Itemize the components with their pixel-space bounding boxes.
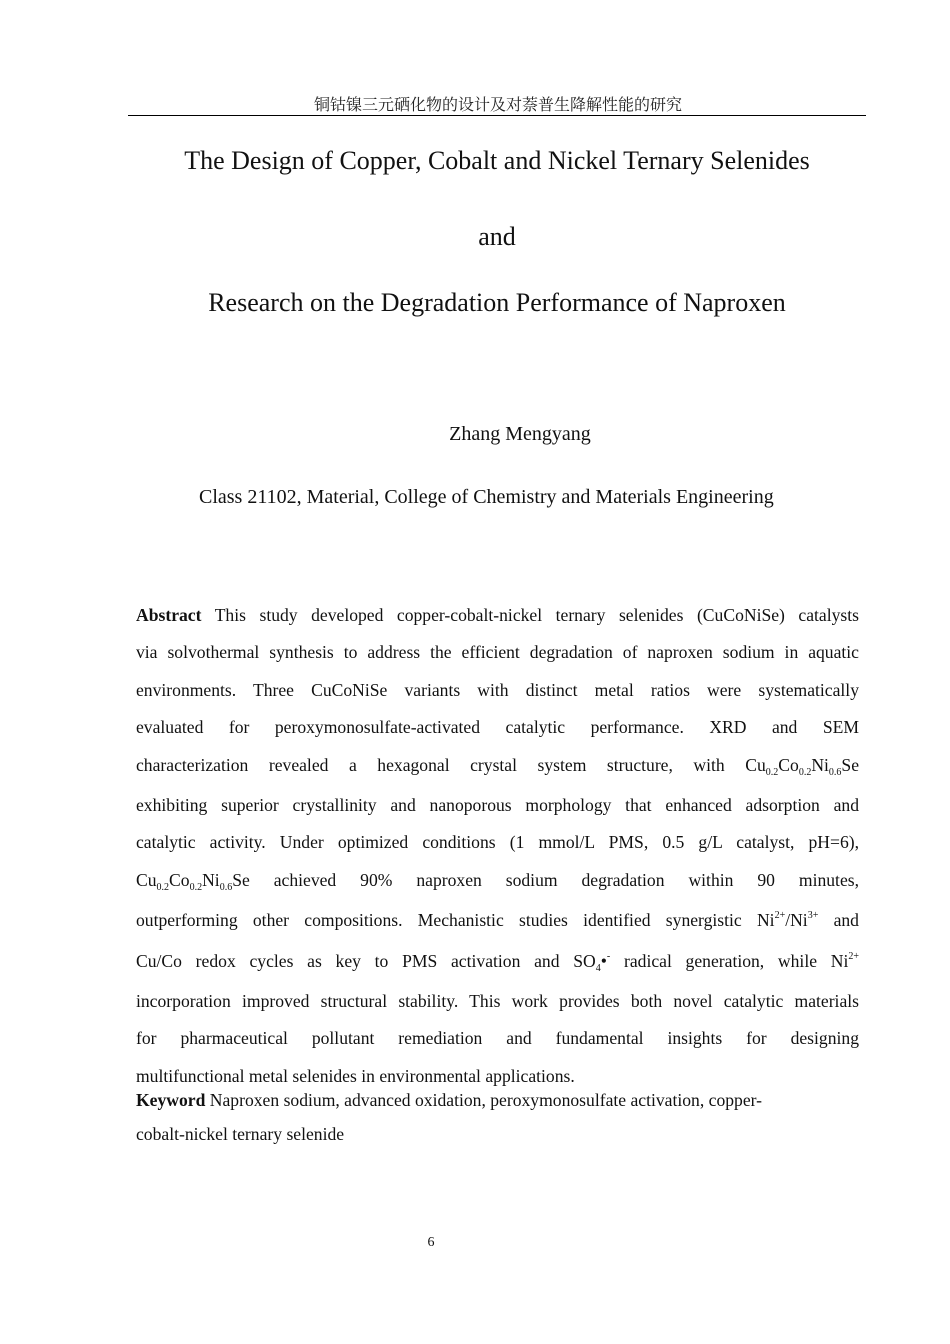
title-line-1: The Design of Copper, Cobalt and Nickel Ternary Selenides <box>184 146 810 175</box>
chem-ni-redox-pair: $Ni^{2+}/Ni^{3+}$ <box>756 910 819 931</box>
abstract-line-11: incorporation improved structural stability. This work provides both novel catalytic materials <box>136 991 859 1012</box>
title-line-3: Research on the Degradation Performance of Naproxen <box>208 288 786 317</box>
chem-sulfate-radical: $SO_4•^-$ <box>573 950 611 974</box>
abstract-text: and <box>818 910 859 931</box>
abstract-line-8 <box>136 862 859 902</box>
keyword-line-1 <box>136 1083 836 1117</box>
abstract-line-4: evaluated for peroxymonosulfate-activated catalytic performance. XRD and SEM <box>136 717 859 738</box>
abstract-text: radical generation, while <box>610 950 831 971</box>
abstract-text: outperforming other compositions. Mechanistic studies identified synergistic <box>136 910 757 931</box>
abstract-line-13: multifunctional metal selenides in environmental applications. <box>136 1065 575 1086</box>
author-name: Zhang Mengyang <box>449 423 591 445</box>
keyword-label: Keyword <box>136 1090 206 1110</box>
chem-formula-cucononise: $Cu_{0.2}Co_{0.2}Ni_{0.6}Se$ <box>136 869 250 893</box>
abstract-line-7: catalytic activity. Under optimized conditions (1 mmol/L PMS, 0.5 g/L catalyst, pH=6), <box>136 832 859 853</box>
keywords <box>136 1083 836 1151</box>
keyword-text: Naproxen sodium, advanced oxidation, peroxymonosulfate activation, copper- <box>209 1090 763 1110</box>
abstract-label: Abstract <box>136 605 202 625</box>
page-number: 6 <box>427 1235 435 1250</box>
abstract-line-5 <box>136 747 859 787</box>
title-line-2: and <box>478 222 516 251</box>
chem-formula-cucononise: $Cu_{0.2}Co_{0.2}Ni_{0.6}Se$ <box>745 754 859 778</box>
abstract-line-2: via solvothermal synthesis to address the efficient degradation of naproxen sodium in aquatic <box>136 642 859 663</box>
abstract-text: characterization revealed a hexagonal crystal system structure, with <box>136 754 746 775</box>
abstract-line-3: environments. Three CuCoNiSe variants with distinct metal ratios were systematically <box>136 679 859 700</box>
header-rule <box>128 115 866 116</box>
running-header: 铜钴镍三元硒化物的设计及对萘普生降解性能的研究 <box>313 95 682 114</box>
abstract-line-6: exhibiting superior crystallinity and nanoporous morphology that enhanced adsorption and <box>136 795 859 816</box>
abstract-text: achieved 90% naproxen sodium degradation within 90 minutes, <box>249 869 859 890</box>
abstract-line-1 <box>136 597 859 634</box>
keyword-line-2: cobalt-nickel ternary selenide <box>136 1124 345 1144</box>
abstract-line-12: for pharmaceutical pollutant remediation and fundamental insights for designing <box>136 1028 859 1049</box>
affiliation: Class 21102, Material, College of Chemistry and Materials Engineering <box>199 486 774 508</box>
chem-ni2-ion: $Ni^{2+}$ <box>830 950 859 971</box>
abstract-text: This study developed copper-cobalt-nickel ternary selenides (CuCoNiSe) catalysts <box>214 605 859 625</box>
abstract-line-10 <box>136 943 859 983</box>
abstract-text: Cu/Co redox cycles as key to PMS activation and <box>136 950 574 971</box>
abstract-line-9 <box>136 902 859 942</box>
abstract-body <box>136 597 859 1095</box>
